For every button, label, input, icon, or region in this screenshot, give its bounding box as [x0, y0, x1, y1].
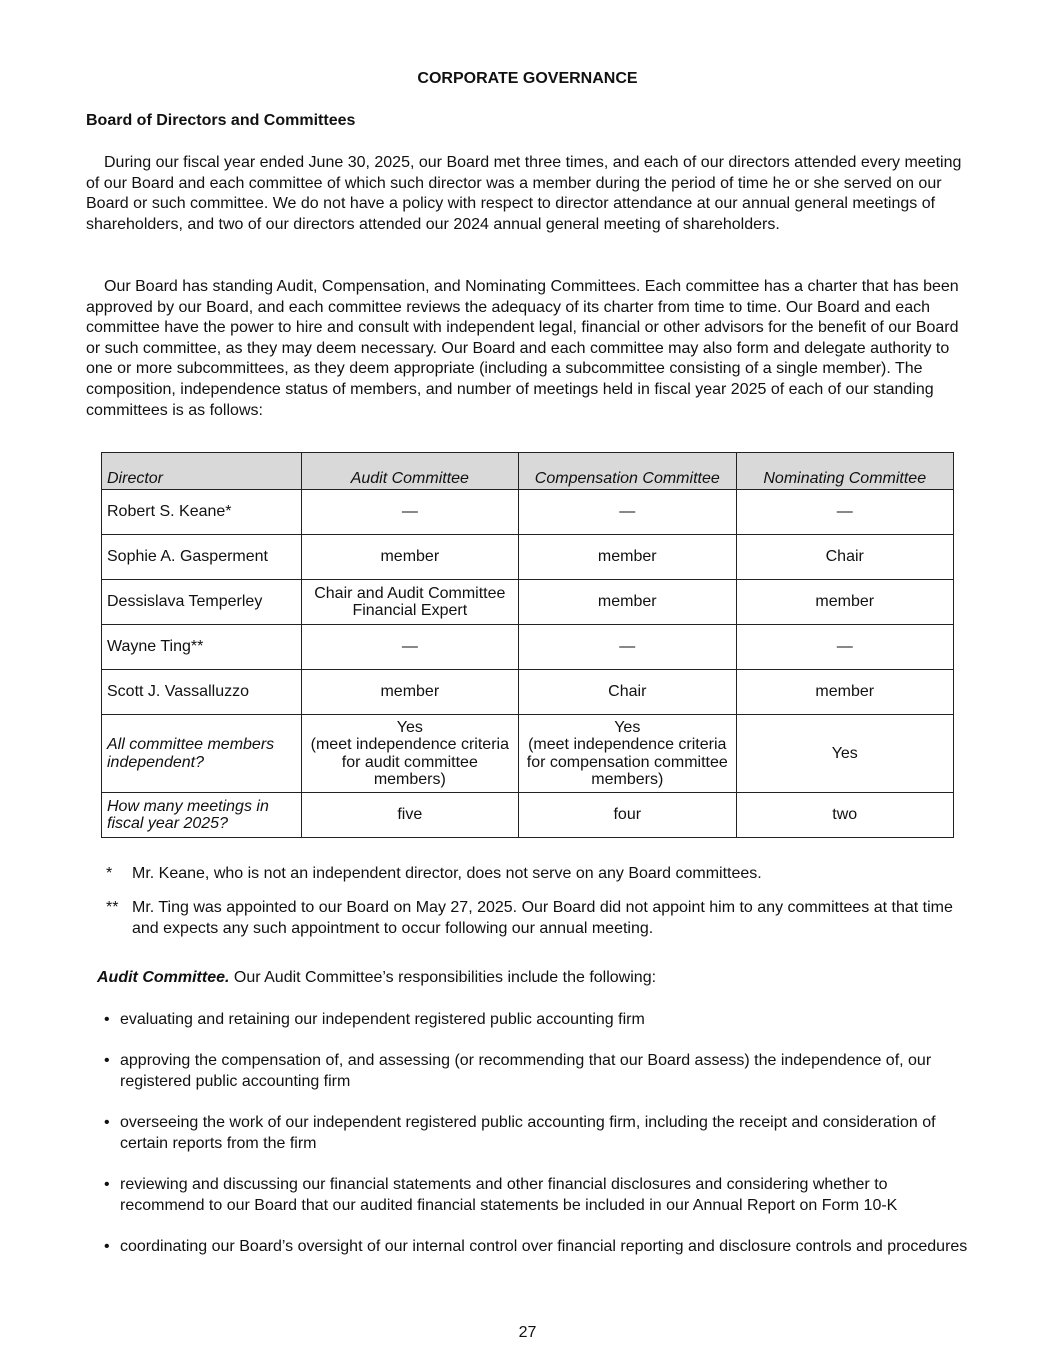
audit-cell: — [301, 625, 518, 670]
table-row [102, 670, 954, 715]
table-header-row [102, 453, 954, 490]
director-name: Sophie A. Gasperment [102, 535, 302, 580]
list-item [104, 1051, 974, 1092]
audit-committee-label: Audit Committee. [97, 969, 230, 986]
bullet-icon: • [104, 1011, 110, 1028]
table-row [102, 625, 954, 670]
header-audit-committee: Audit Committee [301, 453, 518, 490]
footnote-mark: ** [106, 899, 119, 916]
paragraph-board-meetings: During our fiscal year ended June 30, 2025, our Board met three times, and each of our directors attended every meeting of our Board and each committee of which such director was a member during the period of time he or she served on our Board or such committee. We do not have a policy with respect to director attendance at our annual general meetings of shareholders, and two of our directors attended our 2024 annual general meeting of shareholders. [86, 154, 962, 233]
meetings-question: How many meetings in fiscal year 2025? [102, 793, 302, 838]
audit-cell: Chair and Audit Committee Financial Expert [301, 580, 518, 625]
header-director: Director [102, 453, 302, 490]
footnote-keane [106, 864, 956, 885]
page-number: 27 [518, 1324, 537, 1341]
list-item [104, 1175, 974, 1216]
director-name: Robert S. Keane* [102, 490, 302, 535]
compensation-cell: member [519, 535, 736, 580]
nominating-cell: — [736, 625, 954, 670]
paragraph-standing-committees: Our Board has standing Audit, Compensation, and Nominating Committees. Each committee has a charter that has been approved by our Board, and each committee reviews the adequacy of its charter from time to time. Our Board and each committee have the power to hire and consult with independent legal, financial or other advisors for the benefit of our Board or such committee, as they may deem necessary. Our Board and each committee may also form and delegate authority to one or more subcommittees, as they deem appropriate (including a subcommittee consisting of a single member). The composition, independence status of members, and number of meetings held in fiscal year 2025 of each of our standing committees is as follows: [86, 278, 959, 419]
compensation-cell: — [519, 490, 736, 535]
list-item-text: evaluating and retaining our independent registered public accounting firm [120, 1011, 645, 1028]
nominating-cell: — [736, 490, 954, 535]
header-compensation-committee: Compensation Committee [519, 453, 736, 490]
compensation-cell: — [519, 625, 736, 670]
page-title: CORPORATE GOVERNANCE [417, 70, 638, 87]
list-item-text: approving the compensation of, and assessing (or recommending that our Board assess) the independence of, our registered public accounting firm [120, 1052, 932, 1090]
compensation-meetings: four [519, 793, 736, 838]
compensation-cell: Chair [519, 670, 736, 715]
table-row-meetings [102, 793, 954, 838]
independence-question: All committee members independent? [102, 715, 302, 793]
audit-committee-intro [97, 968, 656, 989]
nominating-independence: Yes [736, 715, 954, 793]
list-item-text: overseeing the work of our independent registered public accounting firm, including the receipt and consideration of certain reports from the firm [120, 1114, 936, 1152]
footnote-text: Mr. Keane, who is not an independent director, does not serve on any Board committees. [132, 865, 762, 882]
audit-committee-intro-text: Our Audit Committee’s responsibilities include the following: [229, 969, 657, 986]
bullet-icon: • [104, 1238, 110, 1255]
footnote-text: Mr. Ting was appointed to our Board on May 27, 2025. Our Board did not appoint him to any committees at that time and expects any such appointment to occur following our annual meeting. [132, 899, 953, 937]
audit-meetings: five [301, 793, 518, 838]
nominating-cell: member [736, 580, 954, 625]
audit-independence: Yes (meet independence criteria for audit committee members) [301, 715, 518, 793]
footnote-mark: * [106, 865, 113, 882]
list-item [104, 1237, 974, 1258]
bullet-icon: • [104, 1114, 110, 1131]
list-item-text: reviewing and discussing our financial statements and other financial disclosures and considering whether to recommend to our Board that our audited financial statements be included in our Annual Report on Form 10-K [120, 1176, 898, 1214]
compensation-independence: Yes (meet independence criteria for compensation committee members) [519, 715, 736, 793]
section-heading: Board of Directors and Committees [86, 112, 356, 129]
table-row-independence [102, 715, 954, 793]
nominating-cell: member [736, 670, 954, 715]
list-item [104, 1113, 974, 1154]
director-name: Wayne Ting** [102, 625, 302, 670]
audit-cell: member [301, 535, 518, 580]
committee-table [101, 452, 954, 838]
director-name: Scott J. Vassalluzzo [102, 670, 302, 715]
compensation-cell: member [519, 580, 736, 625]
table-row [102, 580, 954, 625]
nominating-meetings: two [736, 793, 954, 838]
table-row [102, 535, 954, 580]
audit-cell: member [301, 670, 518, 715]
bullet-icon: • [104, 1052, 110, 1069]
list-item-text: coordinating our Board’s oversight of our internal control over financial reporting and disclosure controls and procedures [120, 1238, 968, 1255]
director-name: Dessislava Temperley [102, 580, 302, 625]
audit-cell: — [301, 490, 518, 535]
list-item [104, 1010, 974, 1031]
nominating-cell: Chair [736, 535, 954, 580]
header-nominating-committee: Nominating Committee [736, 453, 954, 490]
footnote-ting [106, 898, 956, 939]
table-row [102, 490, 954, 535]
bullet-icon: • [104, 1176, 110, 1193]
